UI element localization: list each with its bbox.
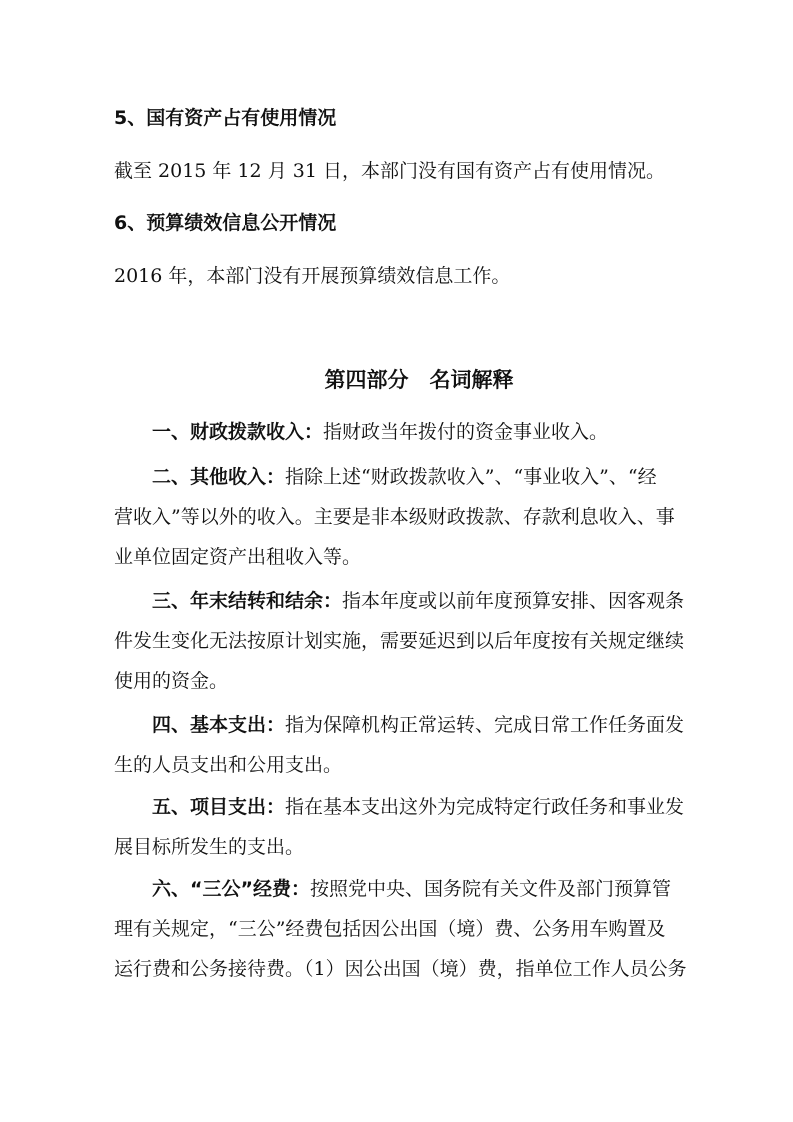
term-4-line-1: 指为保障机构正常运转、完成日常工作任务面发 [285,714,685,736]
part4-title: 第四部分 名词解释 [324,368,514,392]
term-4-line-2: 生的人员支出和公用支出。 [114,754,343,776]
term-2 [114,457,724,577]
term-3 [114,581,724,701]
term-2-line-1: 指除上述“财政拨款收入”、“事业收入”、“经 [285,466,657,488]
term-5-line-2: 展目标所发生的支出。 [114,836,305,858]
term-1-line-1: 指财政当年拨付的资金事业收入。 [323,421,609,443]
term-4-label: 四、基本支出： [152,714,286,736]
term-1 [114,412,724,452]
term-3-line-2: 件发生变化无法按原计划实施，需要延迟到以后年度按有关规定继续 [114,630,685,652]
asset-heading: 5、国有资产占有使用情况 [114,107,337,129]
perf-text: 2016 年，本部门没有开展预算绩效信息工作。 [114,265,511,287]
term-3-line-3: 使用的资金。 [114,670,229,692]
term-6-line-1: 按照党中央、国务院有关文件及部门预算管 [309,878,671,900]
term-6 [114,869,724,989]
term-2-line-2: 营收入”等以外的收入。主要是非本级财政拨款、存款利息收入、事 [114,506,675,528]
term-2-label: 二、其他收入： [152,466,286,488]
term-3-label: 三、年末结转和结余： [152,590,343,612]
term-2-line-3: 业单位固定资产出租收入等。 [114,546,362,568]
term-1-label: 一、财政拨款收入： [152,421,324,443]
term-5 [114,787,724,867]
asset-text: 截至 2015 年 12 月 31 日，本部门没有国有资产占有使用情况。 [114,160,665,182]
perf-heading: 6、预算绩效信息公开情况 [114,212,337,234]
term-3-line-1: 指本年度或以前年度预算安排、因客观条 [342,590,685,612]
term-4 [114,705,724,785]
term-6-line-3: 运行费和公务接待费。（1）因公出国（境）费，指单位工作人员公务 [114,958,687,980]
term-6-line-2: 理有关规定，“三公”经费包括因公出国（境）费、公务用车购置及 [114,918,666,940]
term-5-label: 五、项目支出： [152,796,286,818]
term-6-label: 六、“三公”经费： [152,878,310,900]
term-5-line-1: 指在基本支出这外为完成特定行政任务和事业发 [285,796,685,818]
